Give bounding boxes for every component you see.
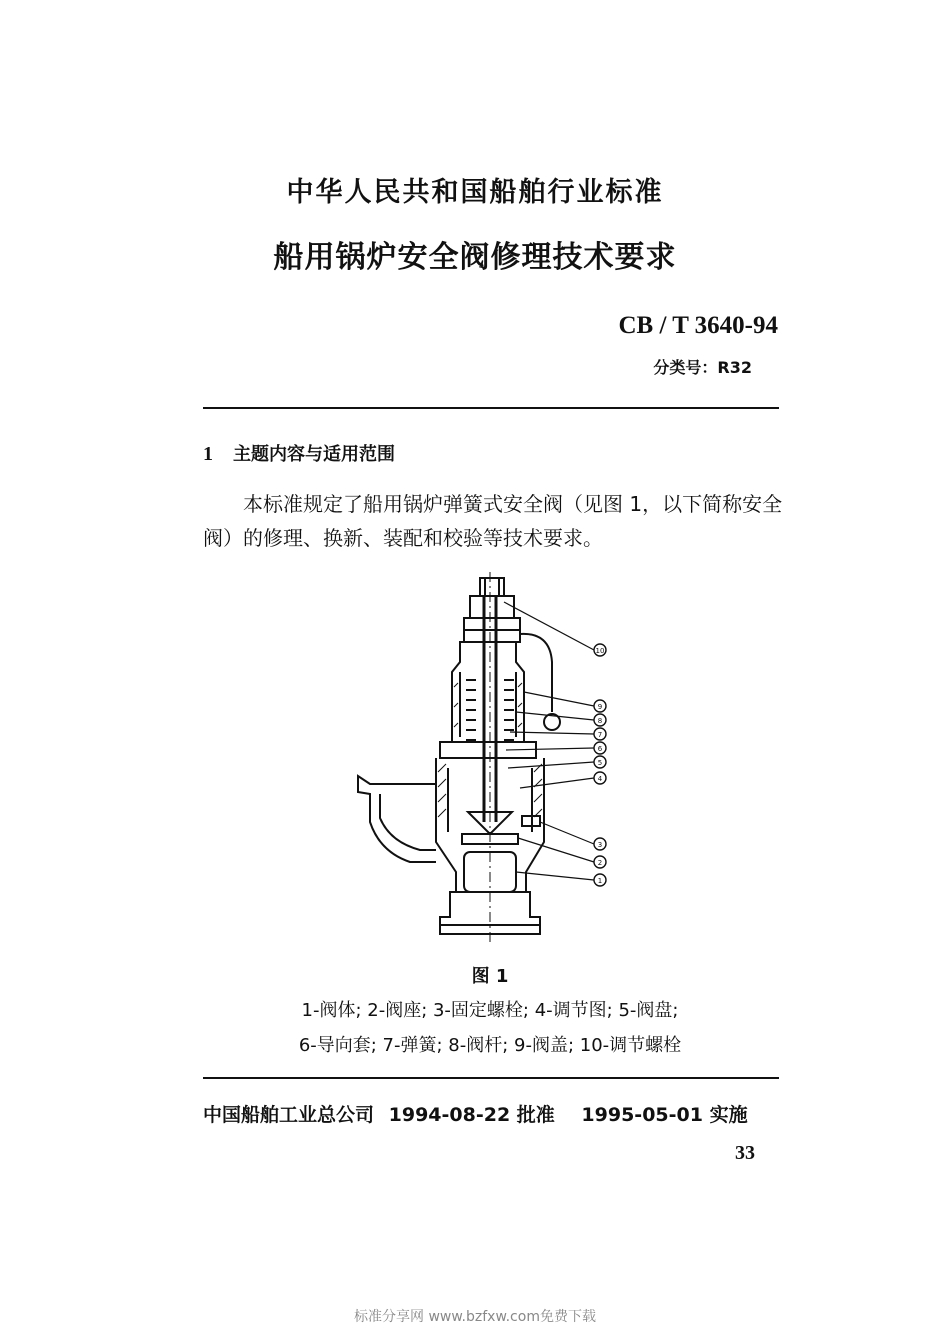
classification-number: 分类号：R32	[653, 358, 752, 377]
bottom-divider	[203, 1077, 779, 1079]
callout-label: 6	[597, 745, 603, 753]
top-divider	[203, 407, 779, 409]
section-number: 1	[203, 443, 213, 465]
section-paragraph: 本标准规定了船用锅炉弹簧式安全阀（见图 1，以下简称安全阀）的修理、换新、装配和校验等技术要求。	[203, 492, 783, 550]
issuer: 中国船舶工业总公司	[203, 1104, 375, 1126]
effective-date: 1995-05-01 实施	[581, 1104, 748, 1126]
site-watermark[interactable]: 标准分享网 www.bzfxw.com免费下载	[354, 1309, 596, 1325]
spring	[466, 680, 514, 740]
org-title: 中华人民共和国船舶行业标准	[286, 177, 664, 208]
approval-date: 1994-08-22 批准	[388, 1104, 555, 1126]
callout-label: 2	[597, 859, 603, 867]
callout-label: 7	[597, 731, 603, 739]
page-number: 33	[735, 1142, 755, 1164]
figure-legend-line-2: 6-导向套; 7-弹簧; 8-阀杆; 9-阀盖; 10-调节螺栓	[298, 1035, 682, 1056]
callout-label: 9	[597, 703, 603, 711]
callout-label: 4	[597, 775, 603, 783]
section-heading	[203, 440, 395, 466]
safety-valve-figure	[340, 572, 630, 952]
callout-label: 10	[595, 647, 605, 655]
section-title: 主题内容与适用范围	[233, 444, 395, 465]
adjusting-screw-cap	[480, 578, 504, 596]
document-title: 船用锅炉安全阀修理技术要求	[273, 240, 677, 275]
issuance-line	[203, 1100, 756, 1127]
callout-label: 5	[597, 759, 603, 767]
bonnet	[452, 642, 524, 742]
callout-label: 8	[597, 717, 603, 725]
figure-legend-line-1: 1-阀体; 2-阀座; 3-固定螺栓; 4-调节图; 5-阀盘;	[301, 1000, 679, 1021]
figure-caption: 图 1	[471, 966, 509, 987]
callout-label: 1	[597, 877, 603, 885]
standard-number: CB / T 3640-94	[618, 312, 778, 339]
lock-nut	[470, 596, 514, 618]
callout-label: 3	[597, 841, 603, 849]
